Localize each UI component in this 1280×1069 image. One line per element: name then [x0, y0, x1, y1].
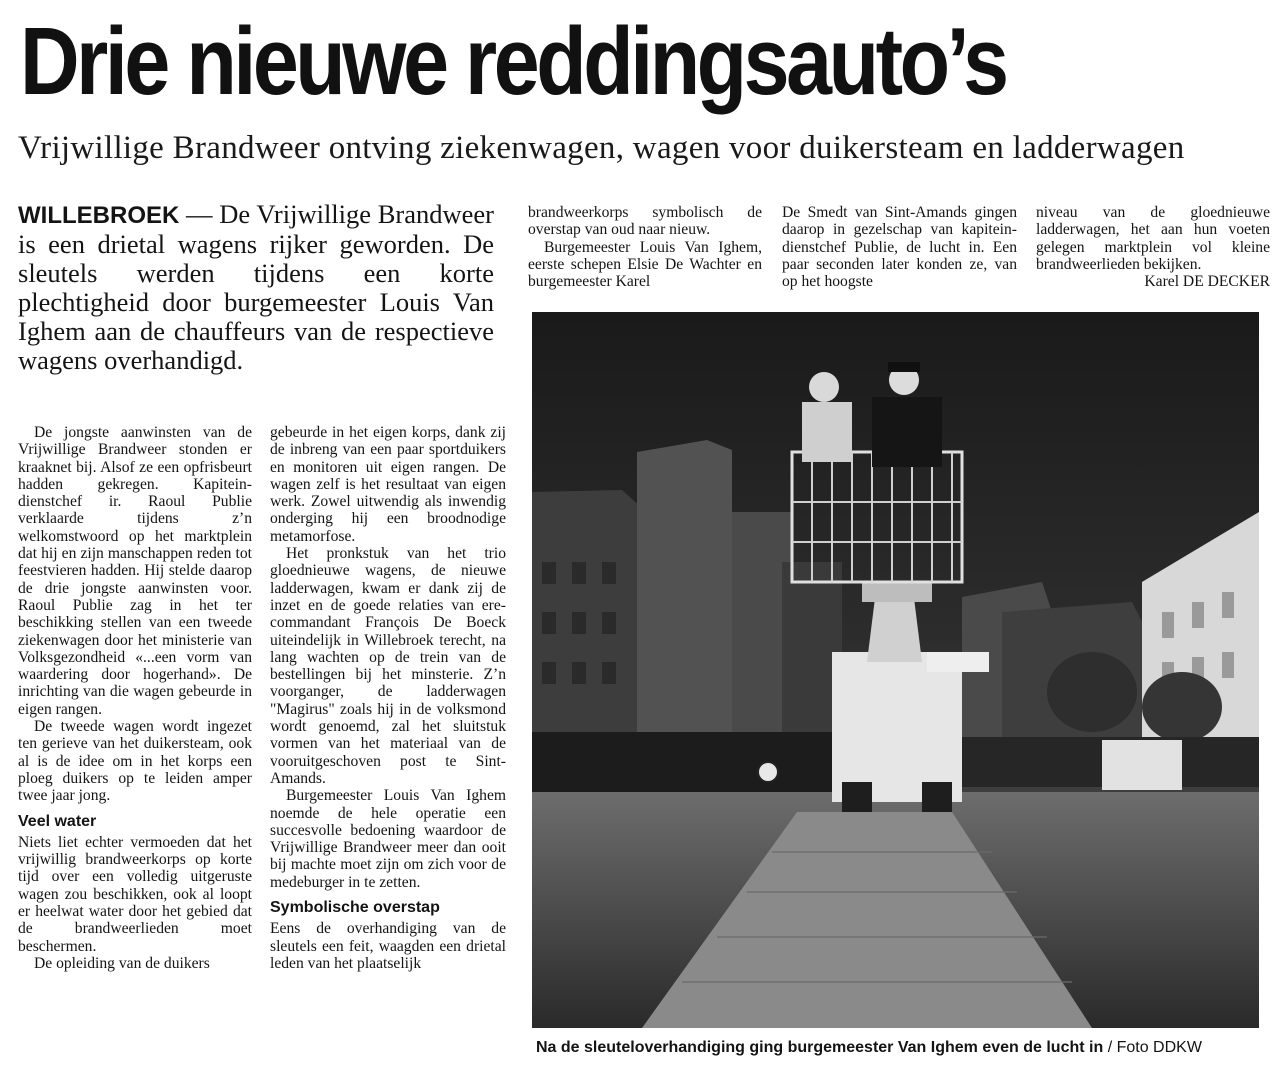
subheading: Veel water [18, 812, 97, 830]
body-paragraph: Burgemeester Louis Van Ighem, eerste schepen Elsie De Wachter en burgemeester Karel [528, 238, 762, 291]
column-1 [18, 424, 252, 972]
photo-ladder-truck-in-square [532, 312, 1259, 1028]
body-paragraph: brandweerkorps symbolisch de overstap van oud naar nieuw. [528, 204, 762, 239]
body-paragraph: Niets liet echter vermoeden dat het vrijwillig brandweerkorps op korte tijd over een volledig uitgeruste wagen zou beschikken, ook al loopt er heelwat water door het gebied dat de brandweerlieden moet beschermen. [18, 833, 252, 955]
lead-text: — De Vrijwillige Brandweer is een drietal wagens rijker geworden. De sleutels werden tijdens een korte plechtigheid door burgemeester Louis Van Ighem aan de chauffeurs van de respectieve wagens overhandigd. [18, 199, 494, 375]
news-photo [532, 312, 1259, 1028]
column-4 [782, 204, 1017, 290]
subheading: Symbolische overstap [270, 899, 440, 917]
body-paragraph: gebeurde in het eigen korps, dank zij de inbreng van een paar sportduikers en monitoren uit eigen rangen. De wagen zelf is het resultaat van eigen werk. Zowel uitwendig als inwendig onderging hij een broodnodige metamorfose. [270, 424, 506, 545]
byline: Karel DE DECKER [1144, 273, 1270, 291]
column-2 [270, 424, 506, 972]
photo-credit: / Foto DDKW [1107, 1039, 1202, 1056]
body-paragraph: Burgemeester Louis Van Ighem noemde de hele operatie een succesvolle bedoening waardoor de Vrijwillige Brandweer meer dan ooit bij machte moet zijn om zich voor de medeburger in te zetten. [270, 787, 506, 891]
headline: Drie nieuwe reddingsauto’s [20, 8, 1006, 115]
subtitle: Vrijwillige Brandweer ontving ziekenwagen, wagen voor duikersteam en ladderwagen [18, 130, 1185, 166]
body-paragraph: De Smedt van Sint-Amands gingen daarop in gezelschap van kapitein-dienstchef Publie, de lucht in. Een paar seconden later konden ze, van op het hoogste [782, 204, 1017, 291]
body-paragraph: Het pronkstuk van het trio gloednieuwe wagens, de nieuwe ladderwagen, kwam er dank zij de inzet en de goede relaties van ere-commandant François De Boeck uiteindelijk in Willebroek terecht, na lang wachten op de trein van de bestellingen bij het minsterie. Z’n voorganger, de ladderwagen "Magirus" zoals hij in de volksmond wordt genoemd, zal het sluitstuk vormen van het materiaal van de vooruitgeschoven post te Sint-Amands. [270, 545, 506, 787]
caption-text: Na de sleuteloverhandiging ging burgemeester Van Ighem even de lucht in [536, 1039, 1104, 1056]
lead-paragraph [18, 200, 494, 375]
column-5 [1036, 204, 1270, 290]
body-paragraph: De opleiding van de duikers [34, 954, 210, 972]
column-3 [528, 204, 762, 290]
body-paragraph: De tweede wagen wordt ingezet ten gerieve van het duikersteam, ook al is de idee om in het korps een ploeg duikers op te leiden amper twee jaar jong. [18, 718, 252, 805]
body-paragraph: niveau van de gloednieuwe ladderwagen, het aan hun voeten gelegen marktplein vol kleine brandweerlieden bekijken. [1036, 204, 1270, 273]
body-paragraph: Eens de overhandiging van de sleutels een feit, waagden een drietal leden van het plaatselijk [270, 920, 506, 972]
photo-caption [536, 1038, 1271, 1058]
body-paragraph: De jongste aanwinsten van de Vrijwillige Brandweer stonden er kraaknet bij. Alsof ze een opfrisbeurt hadden gekregen. Kapitein-dienstchef ir. Raoul Publie verklaarde tijdens z’n welkomstwoord op het marktplein dat hij en zijn manschappen reden tot feestvieren hadden. Hij stelde daarop de drie jongste aanwinsten voor. Raoul Publie zag in het ter beschikking stellen van een tweede ziekenwagen door het ministerie van Volksgezondheid «...een vorm van waardering door hogerhand». De inrichting van die wagen gebeurde in eigen rangen. [18, 424, 252, 718]
dateline: WILLEBROEK [18, 202, 180, 229]
